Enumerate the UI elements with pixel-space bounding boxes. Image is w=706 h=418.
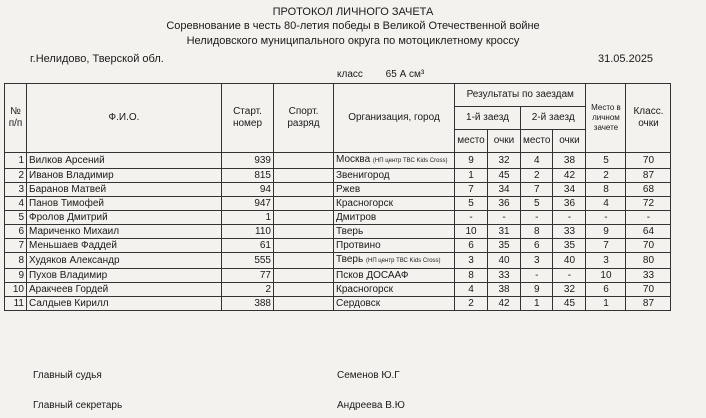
class-label: класс: [337, 69, 363, 80]
race1-points: 38: [488, 283, 521, 297]
race1-points: 32: [488, 153, 521, 169]
race2-place: 4: [521, 153, 553, 169]
col-race1-points: очки: [488, 130, 521, 153]
table-row: [5, 197, 671, 211]
sport-rank: [274, 169, 334, 183]
race1-place: 9: [455, 153, 488, 169]
race2-points: 42: [553, 169, 586, 183]
class-points: -: [626, 211, 671, 225]
class-points: 64: [626, 225, 671, 239]
row-number: 2: [5, 169, 27, 183]
race2-place: 7: [521, 183, 553, 197]
class-points: 80: [626, 253, 671, 269]
organization: [334, 197, 455, 211]
rider-name: Вилков Арсений: [27, 153, 222, 169]
row-number: 10: [5, 283, 27, 297]
row-number: 6: [5, 225, 27, 239]
organization-name: Тверь: [336, 226, 364, 237]
organization: [334, 225, 455, 239]
rider-name: Аракчеев Гордей: [27, 283, 222, 297]
row-number: 4: [5, 197, 27, 211]
organization: [334, 169, 455, 183]
race1-points: 34: [488, 183, 521, 197]
race1-points: -: [488, 211, 521, 225]
row-number: 9: [5, 269, 27, 283]
organization-name: Ржев: [336, 184, 361, 195]
organization-name: Звенигород: [336, 170, 390, 181]
class-points: 70: [626, 283, 671, 297]
sport-rank: [274, 239, 334, 253]
overall-place: 1: [586, 297, 626, 311]
organization-name: Дмитров: [336, 212, 377, 223]
event-date: 31.05.2025: [598, 53, 654, 65]
rider-name: Пухов Владимир: [27, 269, 222, 283]
class-points: 70: [626, 239, 671, 253]
col-overall-place: Место в личном зачете: [586, 84, 626, 153]
race2-points: 36: [553, 197, 586, 211]
class-points: 87: [626, 297, 671, 311]
race2-points: 34: [553, 183, 586, 197]
class-points: 68: [626, 183, 671, 197]
race1-points: 45: [488, 169, 521, 183]
race1-place: 10: [455, 225, 488, 239]
overall-place: 7: [586, 239, 626, 253]
overall-place: 10: [586, 269, 626, 283]
table-row: [5, 183, 671, 197]
overall-place: 3: [586, 253, 626, 269]
race1-place: 3: [455, 253, 488, 269]
rider-name: Салдыев Кирилл: [27, 297, 222, 311]
table-row: [5, 239, 671, 253]
race2-points: 35: [553, 239, 586, 253]
start-number: 815: [222, 169, 274, 183]
race2-place: 5: [521, 197, 553, 211]
class-points: 70: [626, 153, 671, 169]
overall-place: 4: [586, 197, 626, 211]
race1-place: 8: [455, 269, 488, 283]
table-row: [5, 297, 671, 311]
row-number: 3: [5, 183, 27, 197]
race1-place: 1: [455, 169, 488, 183]
col-org: Организация, город: [334, 84, 455, 153]
col-start: Старт. номер: [222, 84, 274, 153]
overall-place: 8: [586, 183, 626, 197]
class-value: 65 А см³: [385, 69, 425, 80]
race1-place: 4: [455, 283, 488, 297]
overall-place: 6: [586, 283, 626, 297]
sport-rank: [274, 253, 334, 269]
race2-place: 6: [521, 239, 553, 253]
race1-points: 42: [488, 297, 521, 311]
race2-points: 45: [553, 297, 586, 311]
organization: [334, 211, 455, 225]
organization-name: Красногорск: [336, 284, 393, 295]
organization-note: (НП центр ТВС Kids Cross): [372, 158, 448, 164]
secretary-label: Главный секретарь: [33, 400, 123, 411]
race2-points: 38: [553, 153, 586, 169]
document-subtitle-1: Соревнование в честь 80-летия победы в Великой Отечественной войне: [166, 20, 540, 32]
rider-name: Мариченко Михаил: [27, 225, 222, 239]
rider-name: Меньшаев Фаддей: [27, 239, 222, 253]
class-points: 33: [626, 269, 671, 283]
rider-name: Иванов Владимир: [27, 169, 222, 183]
organization: [334, 153, 455, 169]
race1-place: 5: [455, 197, 488, 211]
row-number: 8: [5, 253, 27, 269]
results-table: [4, 83, 671, 311]
row-number: 7: [5, 239, 27, 253]
race2-place: -: [521, 269, 553, 283]
race2-place: 3: [521, 253, 553, 269]
start-number: 1: [222, 211, 274, 225]
race1-points: 33: [488, 269, 521, 283]
col-race2-points: очки: [553, 130, 586, 153]
race2-place: 2: [521, 169, 553, 183]
col-rank: Спорт. разряд: [274, 84, 334, 153]
row-number: 5: [5, 211, 27, 225]
table-row: [5, 211, 671, 225]
row-number: 11: [5, 297, 27, 311]
organization: [334, 253, 455, 269]
organization: [334, 239, 455, 253]
document-subtitle-2: Нелидовского муниципального округа по мотоциклетному кроссу: [186, 35, 520, 47]
col-race2-place: место: [521, 130, 553, 153]
race1-place: 6: [455, 239, 488, 253]
sport-rank: [274, 283, 334, 297]
table-row: [5, 253, 671, 269]
race2-points: -: [553, 211, 586, 225]
row-number: 1: [5, 153, 27, 169]
organization-name: Протвино: [336, 240, 381, 251]
race2-points: 40: [553, 253, 586, 269]
organization: [334, 269, 455, 283]
class-info: [337, 69, 424, 80]
col-class-points: Класс. очки: [626, 84, 671, 153]
event-place: г.Нелидово, Тверской обл.: [30, 53, 164, 65]
race2-place: 1: [521, 297, 553, 311]
organization: [334, 283, 455, 297]
table-row: [5, 169, 671, 183]
organization-name: Сердовск: [336, 298, 381, 309]
table-row: [5, 269, 671, 283]
overall-place: 2: [586, 169, 626, 183]
class-points: 87: [626, 169, 671, 183]
sport-rank: [274, 183, 334, 197]
col-results: Результаты по заездам: [455, 84, 586, 107]
table-row: [5, 225, 671, 239]
judge-name: Семенов Ю.Г: [337, 370, 400, 381]
organization-name: Красногорск: [336, 198, 393, 209]
start-number: 2: [222, 283, 274, 297]
col-name: Ф.И.О.: [27, 84, 222, 153]
start-number: 94: [222, 183, 274, 197]
race1-points: 40: [488, 253, 521, 269]
race2-points: 33: [553, 225, 586, 239]
start-number: 947: [222, 197, 274, 211]
start-number: 555: [222, 253, 274, 269]
start-number: 77: [222, 269, 274, 283]
organization: [334, 183, 455, 197]
race1-points: 36: [488, 197, 521, 211]
start-number: 61: [222, 239, 274, 253]
organization: [334, 297, 455, 311]
class-points: 72: [626, 197, 671, 211]
rider-name: Худяков Александр: [27, 253, 222, 269]
col-race1: 1-й заезд: [455, 107, 521, 130]
organization-name: Тверь: [336, 254, 364, 265]
race1-place: 2: [455, 297, 488, 311]
table-row: [5, 153, 671, 169]
organization-name: Москва: [336, 154, 371, 165]
race2-points: 32: [553, 283, 586, 297]
overall-place: -: [586, 211, 626, 225]
sport-rank: [274, 211, 334, 225]
start-number: 939: [222, 153, 274, 169]
judge-label: Главный судья: [33, 370, 102, 381]
organization-note: (НП центр ТВС Kids Cross): [365, 258, 441, 264]
race1-points: 31: [488, 225, 521, 239]
secretary-name: Андреева В.Ю: [337, 400, 405, 411]
organization-name: Псков ДОСААФ: [336, 270, 409, 281]
col-race1-place: место: [455, 130, 488, 153]
race1-points: 35: [488, 239, 521, 253]
overall-place: 9: [586, 225, 626, 239]
rider-name: Баранов Матвей: [27, 183, 222, 197]
start-number: 388: [222, 297, 274, 311]
sport-rank: [274, 153, 334, 169]
rider-name: Фролов Дмитрий: [27, 211, 222, 225]
race2-place: -: [521, 211, 553, 225]
sport-rank: [274, 225, 334, 239]
race2-place: 9: [521, 283, 553, 297]
sport-rank: [274, 297, 334, 311]
race1-place: -: [455, 211, 488, 225]
table-row: [5, 283, 671, 297]
race2-points: -: [553, 269, 586, 283]
race1-place: 7: [455, 183, 488, 197]
col-race2: 2-й заезд: [521, 107, 586, 130]
sport-rank: [274, 197, 334, 211]
col-num: № п/п: [5, 84, 27, 153]
start-number: 110: [222, 225, 274, 239]
sport-rank: [274, 269, 334, 283]
rider-name: Панов Тимофей: [27, 197, 222, 211]
overall-place: 5: [586, 153, 626, 169]
document-title: ПРОТОКОЛ ЛИЧНОГО ЗАЧЕТА: [272, 6, 434, 18]
race2-place: 8: [521, 225, 553, 239]
